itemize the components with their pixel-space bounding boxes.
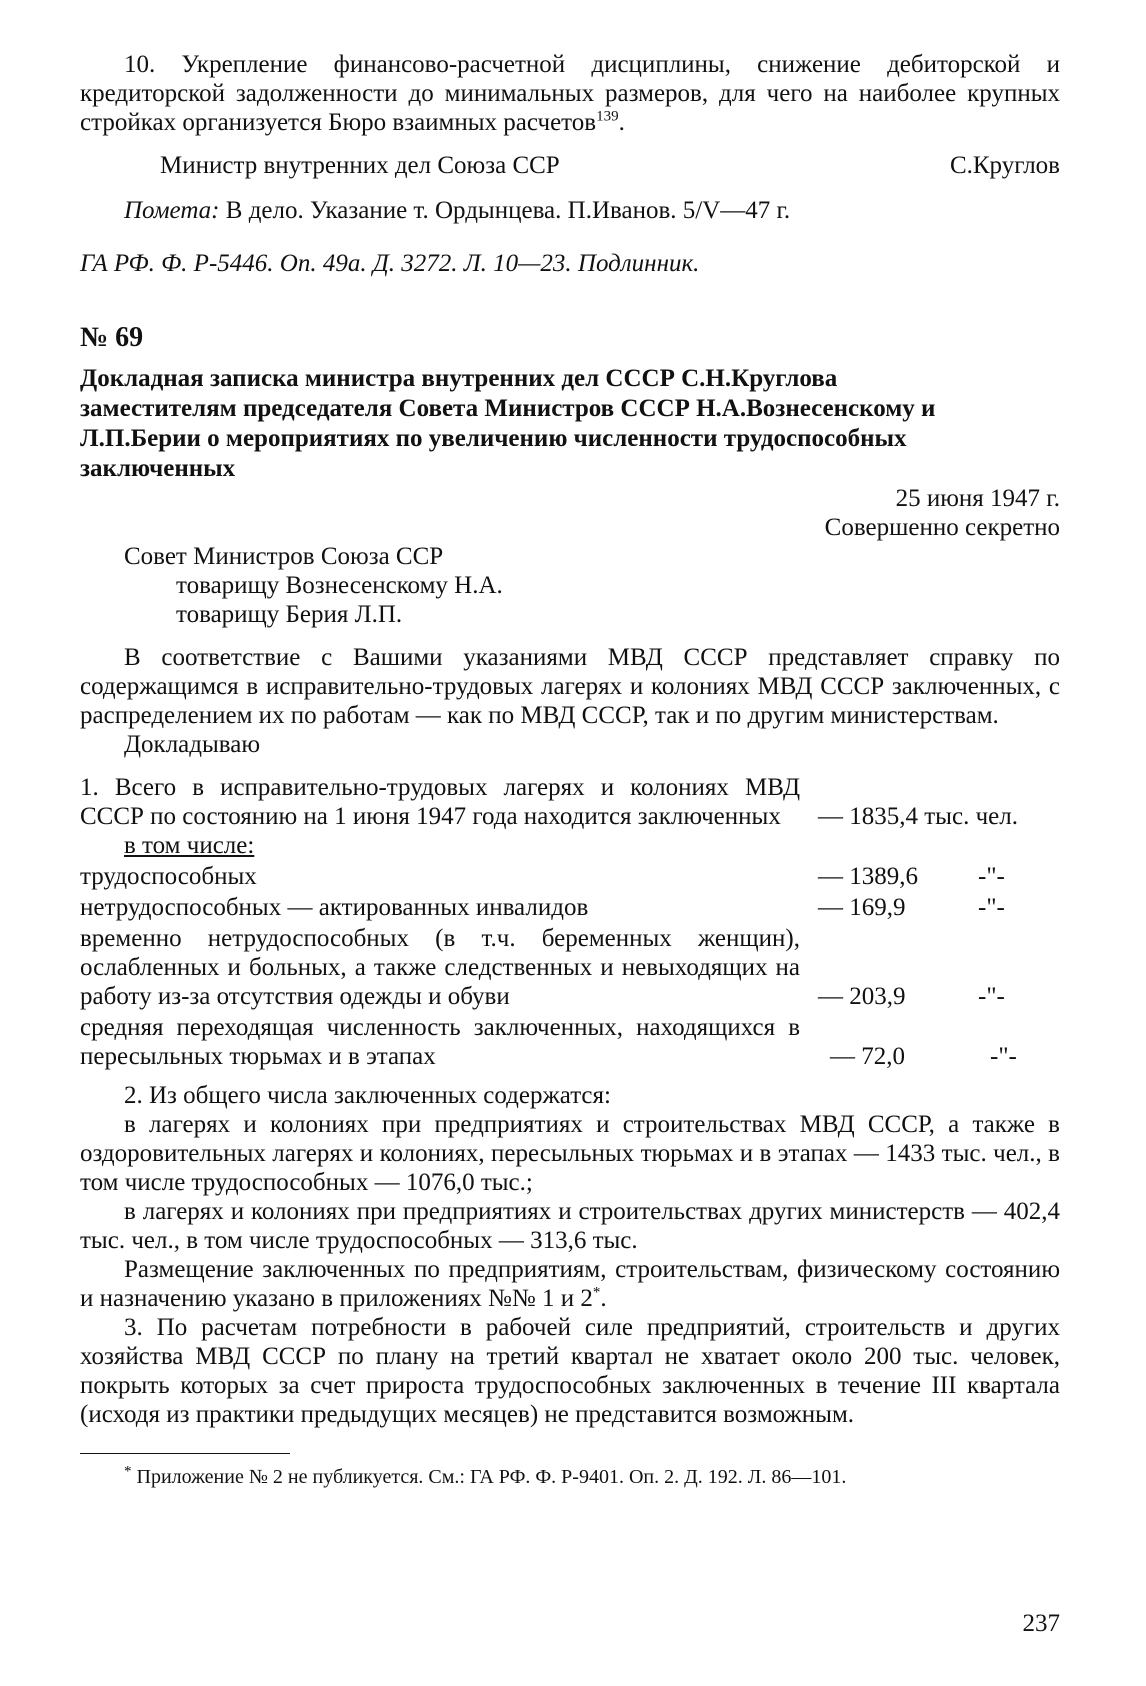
stat-row: нетрудоспособных — актированных инвалидов — 169,9 -"- bbox=[80, 894, 1005, 921]
footnote bbox=[80, 1464, 1060, 1490]
document-page bbox=[80, 50, 1060, 1490]
note-label: Помета: bbox=[124, 197, 220, 224]
item-10: 10. Укрепление финансово-расчетной дисциплины, снижение дебиторской и кредиторской задолженности до минимальных размеров, для чего на наиболее крупных стройках организуется Бюро взаимных расчетов$^{139}$. bbox=[80, 51, 1060, 136]
section-2-p1: в лагерях и колониях при предприятиях и строительствах МВД СССР, а также в оздоровительных лагерях и колониях, пересыльных тюрьмах и в этапах — 1433 тыс. чел., в том числе трудоспособных — 1076,0 тыс.; bbox=[80, 1111, 1060, 1196]
report-word: Докладываю bbox=[124, 731, 261, 758]
footnote-mark: * bbox=[124, 1463, 132, 1480]
total-value: — 1835,4 тыс. чел. bbox=[818, 803, 1018, 830]
note bbox=[80, 196, 1060, 225]
document-number: № 69 bbox=[80, 322, 144, 353]
signature-position: Министр внутренних дел Союза ССР bbox=[160, 152, 560, 179]
stat-row: временно нетрудоспособных (в т.ч. беременных женщин), ослабленных и больных, а также следственных и невыходящих на работу из-за отсутствия одежды и обуви — 203,9 -"- bbox=[80, 925, 1005, 1010]
stat-row: трудоспособных — 1389,6 -"- bbox=[80, 863, 1005, 890]
address-line-3: товарищу Берия Л.П. bbox=[176, 601, 403, 628]
section-2-p2: в лагерях и колониях при предприятиях и строительствах других министерств — 402,4 тыс. чел., в том числе трудоспособных — 313,6 тыс. bbox=[80, 1198, 1060, 1254]
footnote-divider bbox=[80, 1453, 290, 1454]
classification: Совершенно секретно bbox=[824, 514, 1060, 541]
footnote-ref-139: 139 bbox=[596, 108, 619, 125]
section-1 bbox=[80, 773, 1060, 1071]
address-line-1: Совет Министров Союза ССР bbox=[124, 543, 444, 570]
document-date: 25 июня 1947 г. bbox=[895, 485, 1060, 512]
total-label: 1. Всего в исправительно-трудовых лагерях и колониях МВД СССР по состоянию на 1 июня 1947 года находится заключенных bbox=[80, 774, 800, 830]
page-number: 237 bbox=[1022, 1610, 1060, 1637]
archive-source: ГА РФ. Ф. Р-5446. Оп. 49а. Д. 3272. Л. 10—23. Подлинник. bbox=[80, 250, 700, 277]
stat-row: средняя переходящая численность заключенных, находящихся в пересыльных тюрьмах и в этапах — 72,0 -"- bbox=[80, 1014, 1017, 1070]
document-title: Докладная записка министра внутренних дел СССР С.Н.Круглова заместителям председателя Совета Министров СССР Н.А.Вознесенскому и Л.П.Берии о мероприятиях по увеличению численности трудоспособных заключенных bbox=[80, 365, 936, 482]
address-line-2: товарищу Вознесенскому Н.А. bbox=[176, 572, 503, 599]
signature-name: С.Круглов bbox=[949, 152, 1060, 179]
section-3: 3. По расчетам потребности в рабочей силе предприятий, строительств и других хозяйства МВД СССР по плану на третий квартал не хватает около 200 тыс. человек, покрыть которых за счет прироста трудоспособных заключенных в течение III квартала (исходя из практики предыдущих месяцев) не представится возможным. bbox=[80, 1314, 1060, 1428]
section-2-p3: Размещение заключенных по предприятиям, строительствам, физическому состоянию и назначению указано в приложениях №№ 1 и 2*. bbox=[80, 1256, 1060, 1312]
footnote-ref-star: * bbox=[592, 1284, 601, 1301]
signature-block bbox=[80, 151, 1060, 180]
including-label: в том числе: bbox=[124, 832, 255, 859]
note-text: В дело. Указание т. Ордынцева. П.Иванов. 5/V—47 г. bbox=[219, 197, 791, 224]
section-2-heading: 2. Из общего числа заключенных содержатся: bbox=[124, 1082, 611, 1109]
total-row bbox=[80, 773, 1060, 831]
footnote-text: Приложение № 2 не публикуется. См.: ГА РФ. Ф. Р-9401. Оп. 2. Д. 192. Л. 86—101. bbox=[131, 1466, 847, 1488]
intro-paragraph: В соответствие с Вашими указаниями МВД СССР представляет справку по содержащимся в исправительно-трудовых лагерях и колониях МВД СССР заключенных, с распределением их по работам — как по МВД СССР, так и по другим министерствам. bbox=[80, 644, 1060, 729]
